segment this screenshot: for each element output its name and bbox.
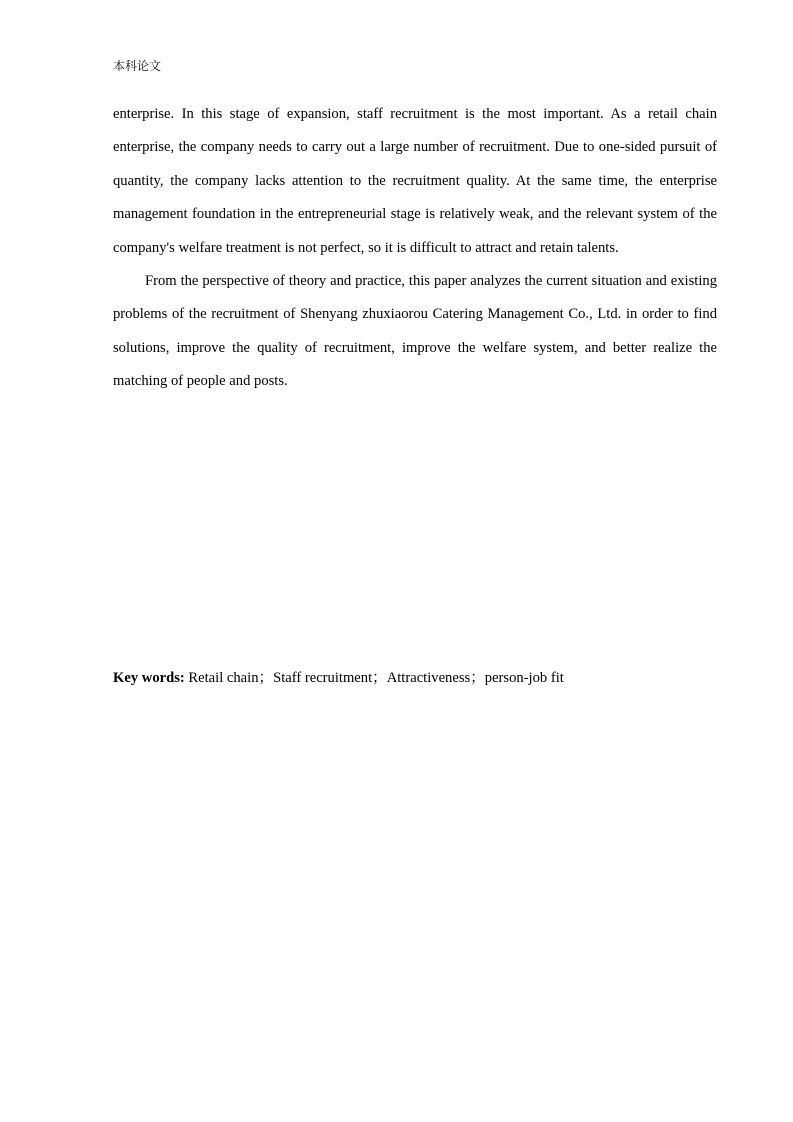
abstract-paragraph-2: From the perspective of theory and practice, this paper analyzes the current situation and existing problems of the recruitment of Shenyang zhuxiaorou Catering Management Co., Ltd. in order to find solutions, improve the quality of recruitment, improve the welfare system, and better realize the matching of people and posts. — [113, 273, 717, 390]
keywords-line — [113, 666, 717, 690]
abstract-body — [113, 98, 717, 399]
keywords-label: Key words: — [113, 670, 185, 686]
keywords-list: Retail chain；Staff recruitment；Attractiveness；person-job fit — [188, 670, 564, 686]
abstract-paragraph-1: enterprise. In this stage of expansion, staff recruitment is the most important. As a retail chain enterprise, the company needs to carry out a large number of recruitment. Due to one-sided pursuit of quantity, the company lacks attention to the recruitment quality. At the same time, the enterprise management foundation in the entrepreneurial stage is relatively weak, and the relevant system of the company's welfare treatment is not perfect, so it is difficult to attract and retain talents. — [113, 106, 717, 256]
header-divider — [113, 80, 717, 81]
page-header-title: 本科论文 — [113, 59, 162, 73]
